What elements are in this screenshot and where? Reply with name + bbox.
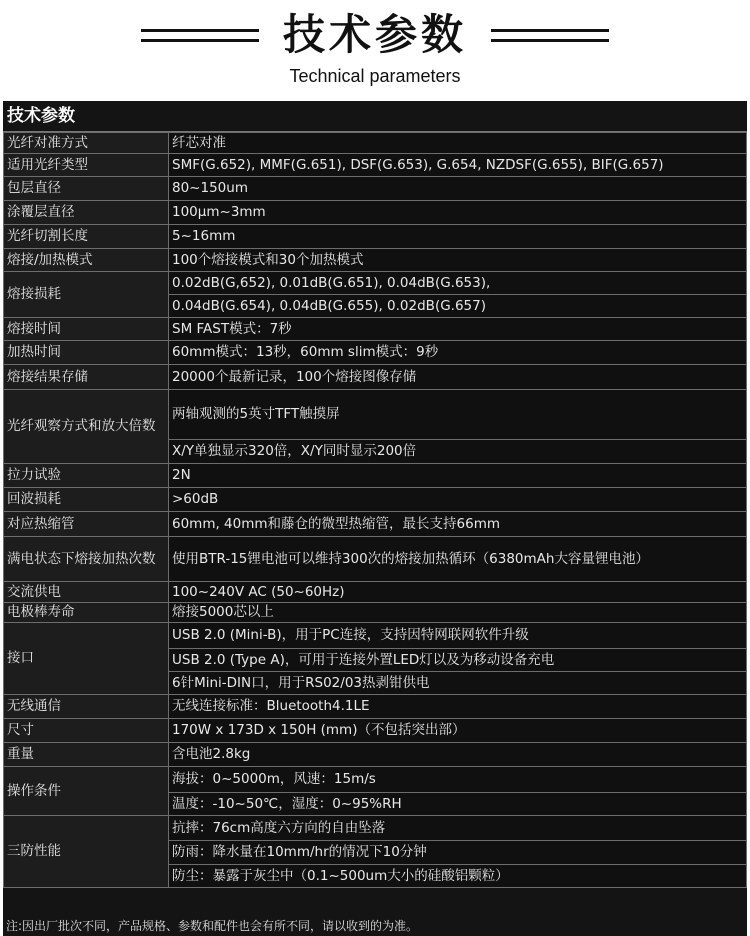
param-value: 60mm模式：13秒，60mm slim模式：9秒 [169,341,747,365]
param-value: USB 2.0 (Mini-B)，用于PC连接，支持因特网联网软件升级 [169,623,747,649]
param-value: 170W x 173D x 150H (mm)（不包括突出部） [169,719,747,743]
param-label: 交流供电 [4,582,169,603]
param-value: 5~16mm [169,225,747,249]
param-label: 光纤观察方式和放大倍数 [4,390,169,464]
table-row [4,390,747,440]
param-value: 100~240V AC (50~60Hz) [169,582,747,603]
param-value: 100个熔接模式和30个加热模式 [169,249,747,272]
param-value: 纤芯对准 [169,133,747,154]
table-row [4,816,747,841]
title-right-rule [491,29,609,42]
table-row [4,225,747,249]
table-row [4,695,747,719]
param-value: >60dB [169,488,747,512]
parameters-table-body [4,133,747,888]
param-label: 操作条件 [4,767,169,816]
table-row [4,201,747,225]
param-value: 两轴观测的5英寸TFT触摸屏 [169,390,747,440]
page-header [0,0,750,100]
param-label: 光纤对准方式 [4,133,169,154]
param-label: 无线通信 [4,695,169,719]
param-value: 0.02dB(G,652), 0.01dB(G.651), 0.04dB(G.653), [169,272,747,295]
param-label: 回波损耗 [4,488,169,512]
param-value: 20000个最新记录，100个熔接图像存储 [169,365,747,390]
table-row [4,719,747,743]
title-left-rule [141,29,259,42]
table-row [4,154,747,177]
table-row [4,272,747,295]
param-value: SM FAST模式：7秒 [169,318,747,341]
param-value: 2N [169,464,747,488]
param-label: 熔接/加热模式 [4,249,169,272]
param-value: 0.04dB(G.654), 0.04dB(G.655), 0.02dB(G.657) [169,295,747,318]
table-row [4,512,747,537]
param-label: 光纤切割长度 [4,225,169,249]
param-value: 80~150um [169,177,747,201]
table-row [4,133,747,154]
footnote: 注:因出厂批次不同，产品规格、参数和配件也会有所不同，请以收到的为准。 [6,919,419,933]
table-row [4,743,747,767]
param-label: 重量 [4,743,169,767]
param-label: 对应热缩管 [4,512,169,537]
param-value: 使用BTR-15锂电池可以维持300次的熔接加热循环（6380mAh大容量锂电池） [169,537,747,582]
param-label: 涂覆层直径 [4,201,169,225]
param-value: 温度：-10~50℃，湿度：0~95%RH [169,793,747,816]
title-wrap [0,8,750,62]
param-value: 海拔：0~5000m，风速：15m/s [169,767,747,793]
table-row [4,582,747,603]
table-row [4,249,747,272]
table-row [4,318,747,341]
param-label: 电极棒寿命 [4,603,169,623]
param-value: 抗摔：76cm高度六方向的自由坠落 [169,816,747,841]
param-value: 防尘：暴露于灰尘中（0.1~500um大小的硅酸铝颗粒） [169,865,747,888]
param-label: 尺寸 [4,719,169,743]
param-value: 防雨：降水量在10mm/hr的情况下10分钟 [169,841,747,865]
param-label: 熔接损耗 [4,272,169,318]
table-row [4,537,747,582]
table-row [4,341,747,365]
table-row [4,603,747,623]
param-label: 三防性能 [4,816,169,888]
table-row [4,365,747,390]
param-value: SMF(G.652), MMF(G.651), DSF(G.653), G.654, NZDSF(G.655), BIF(G.657) [169,154,747,177]
param-value: USB 2.0 (Type A)，可用于连接外置LED灯以及为移动设备充电 [169,649,747,672]
param-value: 含电池2.8kg [169,743,747,767]
page-title: 技术参数 [282,10,467,59]
param-label: 拉力试验 [4,464,169,488]
param-label: 加热时间 [4,341,169,365]
param-value: X/Y单独显示320倍，X/Y同时显示200倍 [169,440,747,464]
table-row [4,767,747,793]
param-value: 100μm~3mm [169,201,747,225]
param-value: 60mm, 40mm和藤仓的微型热缩管，最长支持66mm [169,512,747,537]
param-label: 接口 [4,623,169,695]
param-label: 满电状态下熔接加热次数 [4,537,169,582]
param-label: 适用光纤类型 [4,154,169,177]
page-subtitle: Technical parameters [289,66,461,86]
table-row [4,623,747,649]
param-value: 熔接5000芯以上 [169,603,747,623]
param-label: 熔接时间 [4,318,169,341]
parameters-panel [3,101,747,936]
table-row [4,177,747,201]
param-label: 熔接结果存储 [4,365,169,390]
table-row [4,464,747,488]
table-row [4,488,747,512]
param-label: 包层直径 [4,177,169,201]
panel-title: 技术参数 [3,101,747,132]
parameters-table [3,132,747,888]
param-value: 6针Mini-DIN口，用于RS02/03热剥钳供电 [169,672,747,695]
param-value: 无线连接标准：Bluetooth4.1LE [169,695,747,719]
